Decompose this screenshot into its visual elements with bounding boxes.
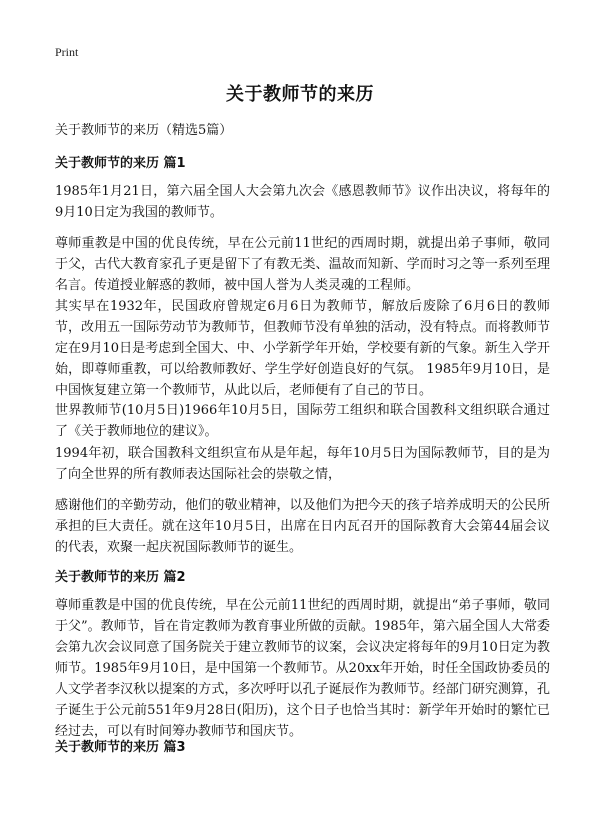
paragraph: 尊师重教是中国的优良传统，早在公元前11世纪的西周时期，就提出弟子事师，敬同于父，古代大教育家孔子更是留下了有教无类、温故而知新、学而时习之等一系列至理名言。传道授业解惑的教师，被中国人誉为人类灵魂的工程师。 [55, 236, 550, 293]
paragraph: 世界教师节(10月5日)1966年10月5日，国际劳工组织和联合国教科文组织联合通过了《关于教师地位的建议》。 [55, 403, 550, 439]
paragraph: 1994年初，联合国教科文组织宣布从是年起，每年10月5日为国际教师节，目的是为了向全世界的所有教师表达国际社会的崇敬之情， [55, 446, 550, 482]
section-heading-3: 关于教师节的来历 篇3 [55, 740, 186, 755]
paragraph: 尊师重教是中国的优良传统，早在公元前11世纪的西周时期，就提出“弟子事师，敬同于父”。教师节，旨在肯定教师为教育事业所做的贡献。1985年，第六届全国人大常委会第九次会议同意了国务院关于建立教师节的议案，会议决定将每年的9月10日定为教师节。1985年9月10日，是中国第一个教师节。从20xx年开始，时任全国政协委员的人文学者李汉秋以提案的方式，多次呼吁以孔子诞辰作为教师节。经部门研究测算，孔子诞生于公元前551年9月28日(阳历)，这个日子也恰当其时：新学年开始时的繁忙已经过去，可以有时间筹办教师节和国庆节。 [55, 598, 550, 739]
section-heading-1: 关于教师节的来历 篇1 [55, 156, 186, 171]
paragraph: 感谢他们的辛勤劳动，他们的敬业精神，以及他们为把今天的孩子培养成明天的公民所承担的巨大责任。就在这年10月5日，出席在日内瓦召开的国际教育大会第44届会议的代表，欢聚一起庆祝国际教师节的诞生。 [55, 498, 550, 555]
page-title: 关于教师节的来历 [226, 84, 374, 105]
document-subtitle: 关于教师节的来历（精选5篇） [55, 123, 233, 138]
print-link[interactable]: Print [55, 45, 79, 59]
paragraph: 1985年1月21日，第六届全国人大会第九次会《感恩教师节》议作出决议，将每年的9月10日定为我国的教师节。 [55, 184, 550, 220]
section-heading-2: 关于教师节的来历 篇2 [55, 570, 186, 585]
paragraph: 其实早在1932年，民国政府曾规定6月6日为教师节，解放后废除了6月6日的教师节，改用五一国际劳动节为教师节，但教师节没有单独的活动，没有特点。而将教师节定在9月10日是考虑到全国大、中、小学新学年开始，学校要有新的气象。新生入学开始，即尊师重教，可以给教师教好、学生学好创造良好的气氛。 1985年9月10日，是中国恢复建立第一个教师节，从此以后，老师便有了自己的节日。 [55, 299, 550, 398]
